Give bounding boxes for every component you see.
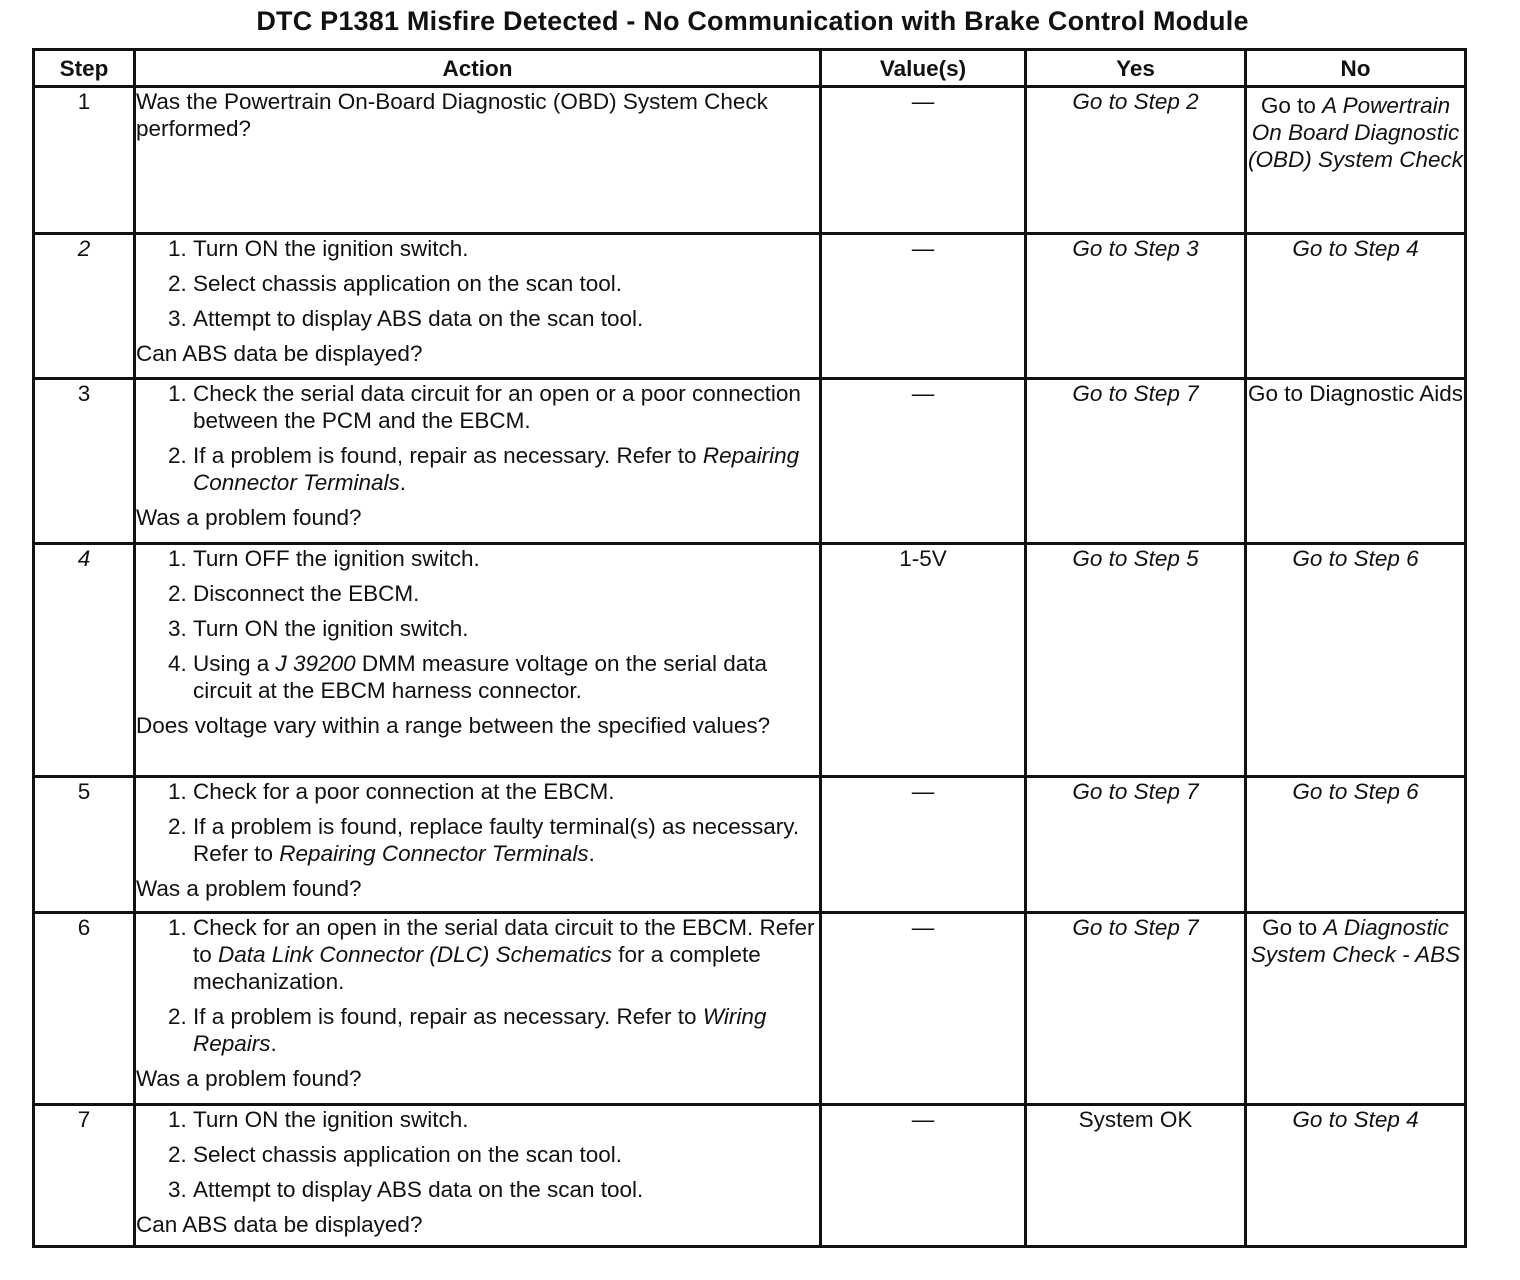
action-step: 3. Attempt to display ABS data on the scan tool. [193,1176,819,1203]
table-row [34,777,1466,913]
yes-cell: System OK [1026,1105,1246,1247]
action-step: 2. Disconnect the EBCM. [193,580,819,607]
no-text-ref: A Powertrain On Board Diagnostic (OBD) System Check [1247,93,1464,172]
yes-cell: Go to Step 7 [1026,913,1246,1105]
action-question: Can ABS data be displayed? [136,1212,423,1237]
value-cell [821,87,1026,234]
no-text-pre: Go to [1260,93,1323,118]
value-text: — [911,381,935,406]
value-cell [821,379,1026,544]
page-title: DTC P1381 Misfire Detected - No Communication with Brake Control Module [256,6,1249,36]
table-row [34,544,1466,777]
no-cell: Go to Step 6 [1246,777,1466,913]
header-step: Step [34,50,135,87]
value-cell [821,1105,1026,1247]
value-text: — [911,915,935,940]
value-cell [821,777,1026,913]
yes-cell: Go to Step 7 [1026,379,1246,544]
action-step: 2. If a problem is found, repair as necessary. Refer to Repairing Connector Terminals. [193,442,819,496]
no-cell: Go to Step 4 [1246,1105,1466,1247]
action-cell [135,777,821,913]
yes-cell: Go to Step 3 [1026,234,1246,379]
action-step: 1. Turn ON the ignition switch. [193,1106,819,1133]
action-step: 1. Turn ON the ignition switch. [193,235,819,262]
action-steps [136,380,819,496]
value-text: — [911,1107,935,1132]
table-row [34,234,1466,379]
table-row [34,1105,1466,1247]
action-question: Was a problem found? [136,1066,362,1091]
action-cell [135,913,821,1105]
action-cell [135,234,821,379]
value-text: — [911,779,935,804]
step-number: 6 [34,913,135,1105]
step-number: 7 [34,1105,135,1247]
step-number: 5 [34,777,135,913]
action-step: 2. Select chassis application on the scan tool. [193,1141,819,1168]
yes-cell: Go to Step 7 [1026,777,1246,913]
action-step: 2. Select chassis application on the scan tool. [193,270,819,297]
no-cell [1246,913,1466,1105]
header-row [34,50,1466,87]
no-cell: Go to Step 4 [1246,234,1466,379]
action-steps [136,545,819,704]
action-cell [135,379,821,544]
value-text: — [911,236,935,261]
step-number: 4 [34,544,135,777]
action-steps [136,914,819,1057]
action-step: 1. Check for a poor connection at the EBCM. [193,778,819,805]
action-step: 3. Turn ON the ignition switch. [193,615,819,642]
header-values: Value(s) [821,50,1026,87]
action-question: Was a problem found? [136,876,362,901]
action-step: 4. Using a J 39200 DMM measure voltage on the serial data circuit at the EBCM harness connector. [193,650,819,704]
table-row [34,87,1466,234]
header-yes: Yes [1026,50,1246,87]
action-step: 2. If a problem is found, replace faulty terminal(s) as necessary. Refer to Repairing Connector Terminals. [193,813,819,867]
action-steps [136,1106,819,1203]
action-cell [135,544,821,777]
action-step: 1. Turn OFF the ignition switch. [193,545,819,572]
table-row [34,913,1466,1105]
action-cell [135,1105,821,1247]
no-cell [1246,87,1466,234]
action-step: 1. Check for an open in the serial data circuit to the EBCM. Refer to Data Link Connector (DLC) Schematics for a complete mechanization. [193,914,819,995]
step-number: 2 [34,234,135,379]
no-text-pre: Go to [1262,915,1324,940]
step-number: 3 [34,379,135,544]
table-row [34,379,1466,544]
step-number: 1 [34,87,135,234]
value-text: 1-5V [899,546,947,571]
yes-cell: Go to Step 2 [1026,87,1246,234]
action-step: 1. Check the serial data circuit for an open or a poor connection between the PCM and the EBCM. [193,380,819,434]
value-cell [821,544,1026,777]
value-text: — [911,89,935,114]
diagnostic-table [32,48,1467,1248]
no-cell: Go to Step 6 [1246,544,1466,777]
action-steps [136,235,819,332]
action-step: 3. Attempt to display ABS data on the scan tool. [193,305,819,332]
action-step: 2. If a problem is found, repair as necessary. Refer to Wiring Repairs. [193,1003,819,1057]
value-cell [821,913,1026,1105]
action-question: Does voltage vary within a range between the specified values? [136,713,771,738]
action-steps [136,778,819,867]
header-no: No [1246,50,1466,87]
action-question: Can ABS data be displayed? [136,341,423,366]
no-text-ref: A Diagnostic System Check - ABS [1250,915,1461,967]
value-cell [821,234,1026,379]
no-cell: Go to Diagnostic Aids [1246,379,1466,544]
action-question: Was the Powertrain On-Board Diagnostic (OBD) System Check performed? [136,89,768,141]
action-question: Was a problem found? [136,505,362,530]
yes-cell: Go to Step 5 [1026,544,1246,777]
action-cell [135,87,821,234]
header-action: Action [135,50,821,87]
